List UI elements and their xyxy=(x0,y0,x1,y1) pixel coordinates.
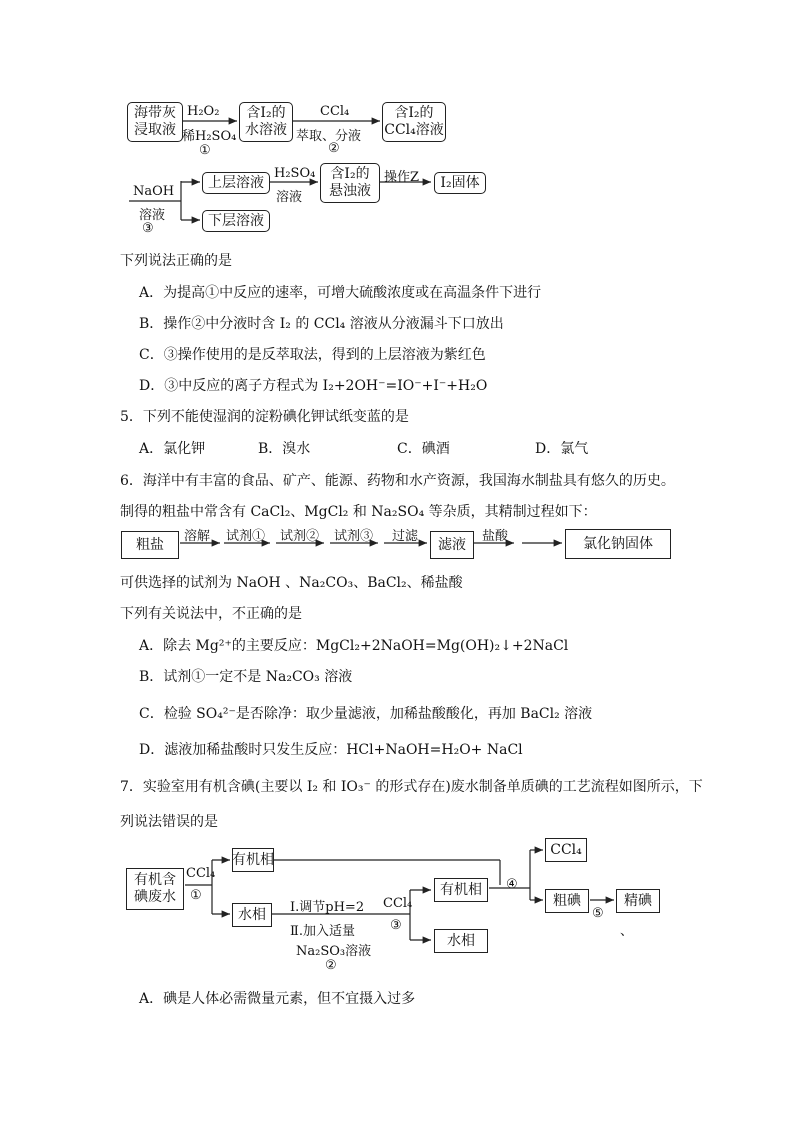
q6-reagents: 可供选择的试剂为 NaOH 、Na₂CO₃、BaCl₂、稀盐酸 xyxy=(120,575,463,591)
flow1-step3-marker: ③ xyxy=(142,221,154,236)
q6-label-hcl: 盐酸 xyxy=(482,529,509,544)
flow1-box-iodine-solid: I₂固体 xyxy=(434,172,486,194)
q7-ccl4-label-1: CCl₄ xyxy=(186,866,216,881)
q6-label-dissolve: 溶解 xyxy=(184,529,211,544)
q6-option-c: C．检验 SO₄²⁻是否除净：取少量滤液，加稀盐酸酸化，再加 BaCl₂ 溶液 xyxy=(139,706,593,722)
q7-box-ccl4: CCl₄ xyxy=(545,838,587,862)
q7-box-crude-iodine: 粗碘 xyxy=(545,889,589,913)
q7-box-organic-phase-1: 有机相 xyxy=(232,848,274,872)
q5-option-d: D．氯气 xyxy=(535,441,589,457)
q6-option-d: D．滤液加稀盐酸时只发生反应：HCl+NaOH=H₂O+ NaCl xyxy=(139,742,523,758)
q7-ccl4-label-2: CCl₄ xyxy=(383,896,413,911)
flow1-box-upper-layer: 上层溶液 xyxy=(202,172,270,194)
q4-option-b: B．操作②中分液时含 I₂ 的 CCl₄ 溶液从分液漏斗下口放出 xyxy=(139,316,504,332)
q6-option-b: B．试剂①一定不是 Na₂CO₃ 溶液 xyxy=(139,669,353,685)
q7-step4-marker: ④ xyxy=(506,877,518,892)
flow1-box-iodine-suspension: 含I₂的 悬浊液 xyxy=(320,163,380,203)
q7-step3-marker: ③ xyxy=(390,918,402,933)
q6-stem-line2: 制得的粗盐中常含有 CaCl₂、MgCl₂ 和 Na₂SO₄ 等杂质，其精制过程如下： xyxy=(120,504,597,520)
q7-condition-1: Ⅰ.调节pH=2 xyxy=(290,900,365,915)
flow1-box-kelp-leachate: 海带灰 浸取液 xyxy=(127,102,183,142)
q7-option-a: A．碘是人体必需微量元素，但不宜摄入过多 xyxy=(139,991,416,1007)
flow1-arrow2-bottom-label: 萃取、分液 xyxy=(296,129,362,144)
q7-box-aqueous-phase-1: 水相 xyxy=(232,903,272,927)
q4-option-c: C．③操作使用的是反萃取法，得到的上层溶液为紫红色 xyxy=(139,347,486,363)
flow1-arrow3-top-label: H₂SO₄ xyxy=(274,166,316,181)
q6-box-filtrate: 滤液 xyxy=(430,531,474,559)
flow1-arrow2-top-label: CCl₄ xyxy=(320,104,350,119)
flow1-naoh-label: NaOH xyxy=(133,184,175,199)
q7-condition-3: Na₂SO₃溶液 xyxy=(296,944,372,959)
q5-option-c: C．碘酒 xyxy=(397,441,450,457)
q4-option-d: D．③中反应的离子方程式为 I₂+2OH⁻=IO⁻+I⁻+H₂O xyxy=(139,378,488,394)
flow1-step1-marker: ① xyxy=(199,143,211,158)
q6-box-crude-salt: 粗盐 xyxy=(121,531,179,559)
q7-box-pure-iodine: 精碘 xyxy=(616,889,660,913)
flow1-arrow1-top-label: H₂O₂ xyxy=(187,104,220,119)
q6-option-a: A．除去 Mg²⁺的主要反应：MgCl₂+2NaOH=Mg(OH)₂↓+2NaCl xyxy=(139,638,569,654)
q7-step2-marker: ② xyxy=(325,958,337,973)
flow1-box-ccl4-iodine: 含I₂的 CCl₄溶液 xyxy=(382,102,446,142)
flow1-box-lower-layer: 下层溶液 xyxy=(202,210,270,232)
q7-box-aqueous-phase-2: 水相 xyxy=(434,929,488,953)
q7-stem-line1: 7．实验室用有机含碘(主要以 I₂ 和 IO₃⁻ 的形式存在)废水制备单质碘的工艺流程如图所示，下 xyxy=(120,779,703,795)
flow1-box-aqueous-iodine: 含I₂的 水溶液 xyxy=(239,102,293,142)
flow1-step2-marker: ② xyxy=(328,141,340,156)
q7-step1-marker: ① xyxy=(190,888,202,903)
q6-label-reagent2: 试剂② xyxy=(280,529,320,544)
q5-option-b: B．溴水 xyxy=(258,441,311,457)
q7-step5-marker: ⑤ xyxy=(592,906,604,921)
q7-box-organic-phase-2: 有机相 xyxy=(434,878,488,902)
q6-label-reagent1: 试剂① xyxy=(226,529,266,544)
q5-stem: 5．下列不能使湿润的淀粉碘化钾试纸变蓝的是 xyxy=(120,409,409,425)
flow1-arrow1-bottom-label: 稀H₂SO₄ xyxy=(182,129,237,144)
q7-condition-2: Ⅱ.加入适量 xyxy=(290,924,355,939)
flow1-arrow4-top-label: 操作Z xyxy=(384,170,420,185)
flow1-arrow3-bottom-label: 溶液 xyxy=(276,190,303,205)
q6-label-filter: 过滤 xyxy=(392,529,419,544)
q4-stem: 下列说法正确的是 xyxy=(120,253,232,269)
q6-stem-line1: 6．海洋中有丰富的食品、矿产、能源、药物和水产资源，我国海水制盐具有悠久的历史。 xyxy=(120,473,675,489)
flow1-naoh-label2: 溶液 xyxy=(139,208,166,223)
q6-stem-line3: 下列有关说法中，不正确的是 xyxy=(120,606,302,622)
q7-box-iodine-wastewater: 有机含 碘废水 xyxy=(126,868,184,910)
q6-box-nacl-solid: 氯化钠固体 xyxy=(565,529,671,559)
q7-stem-line2: 列说法错误的是 xyxy=(120,814,218,830)
q7-stray-mark: 、 xyxy=(620,924,634,939)
q6-label-reagent3: 试剂③ xyxy=(334,529,374,544)
q4-option-a: A．为提高①中反应的速率，可增大硫酸浓度或在高温条件下进行 xyxy=(139,285,542,301)
q5-option-a: A．氯化钾 xyxy=(139,441,206,457)
